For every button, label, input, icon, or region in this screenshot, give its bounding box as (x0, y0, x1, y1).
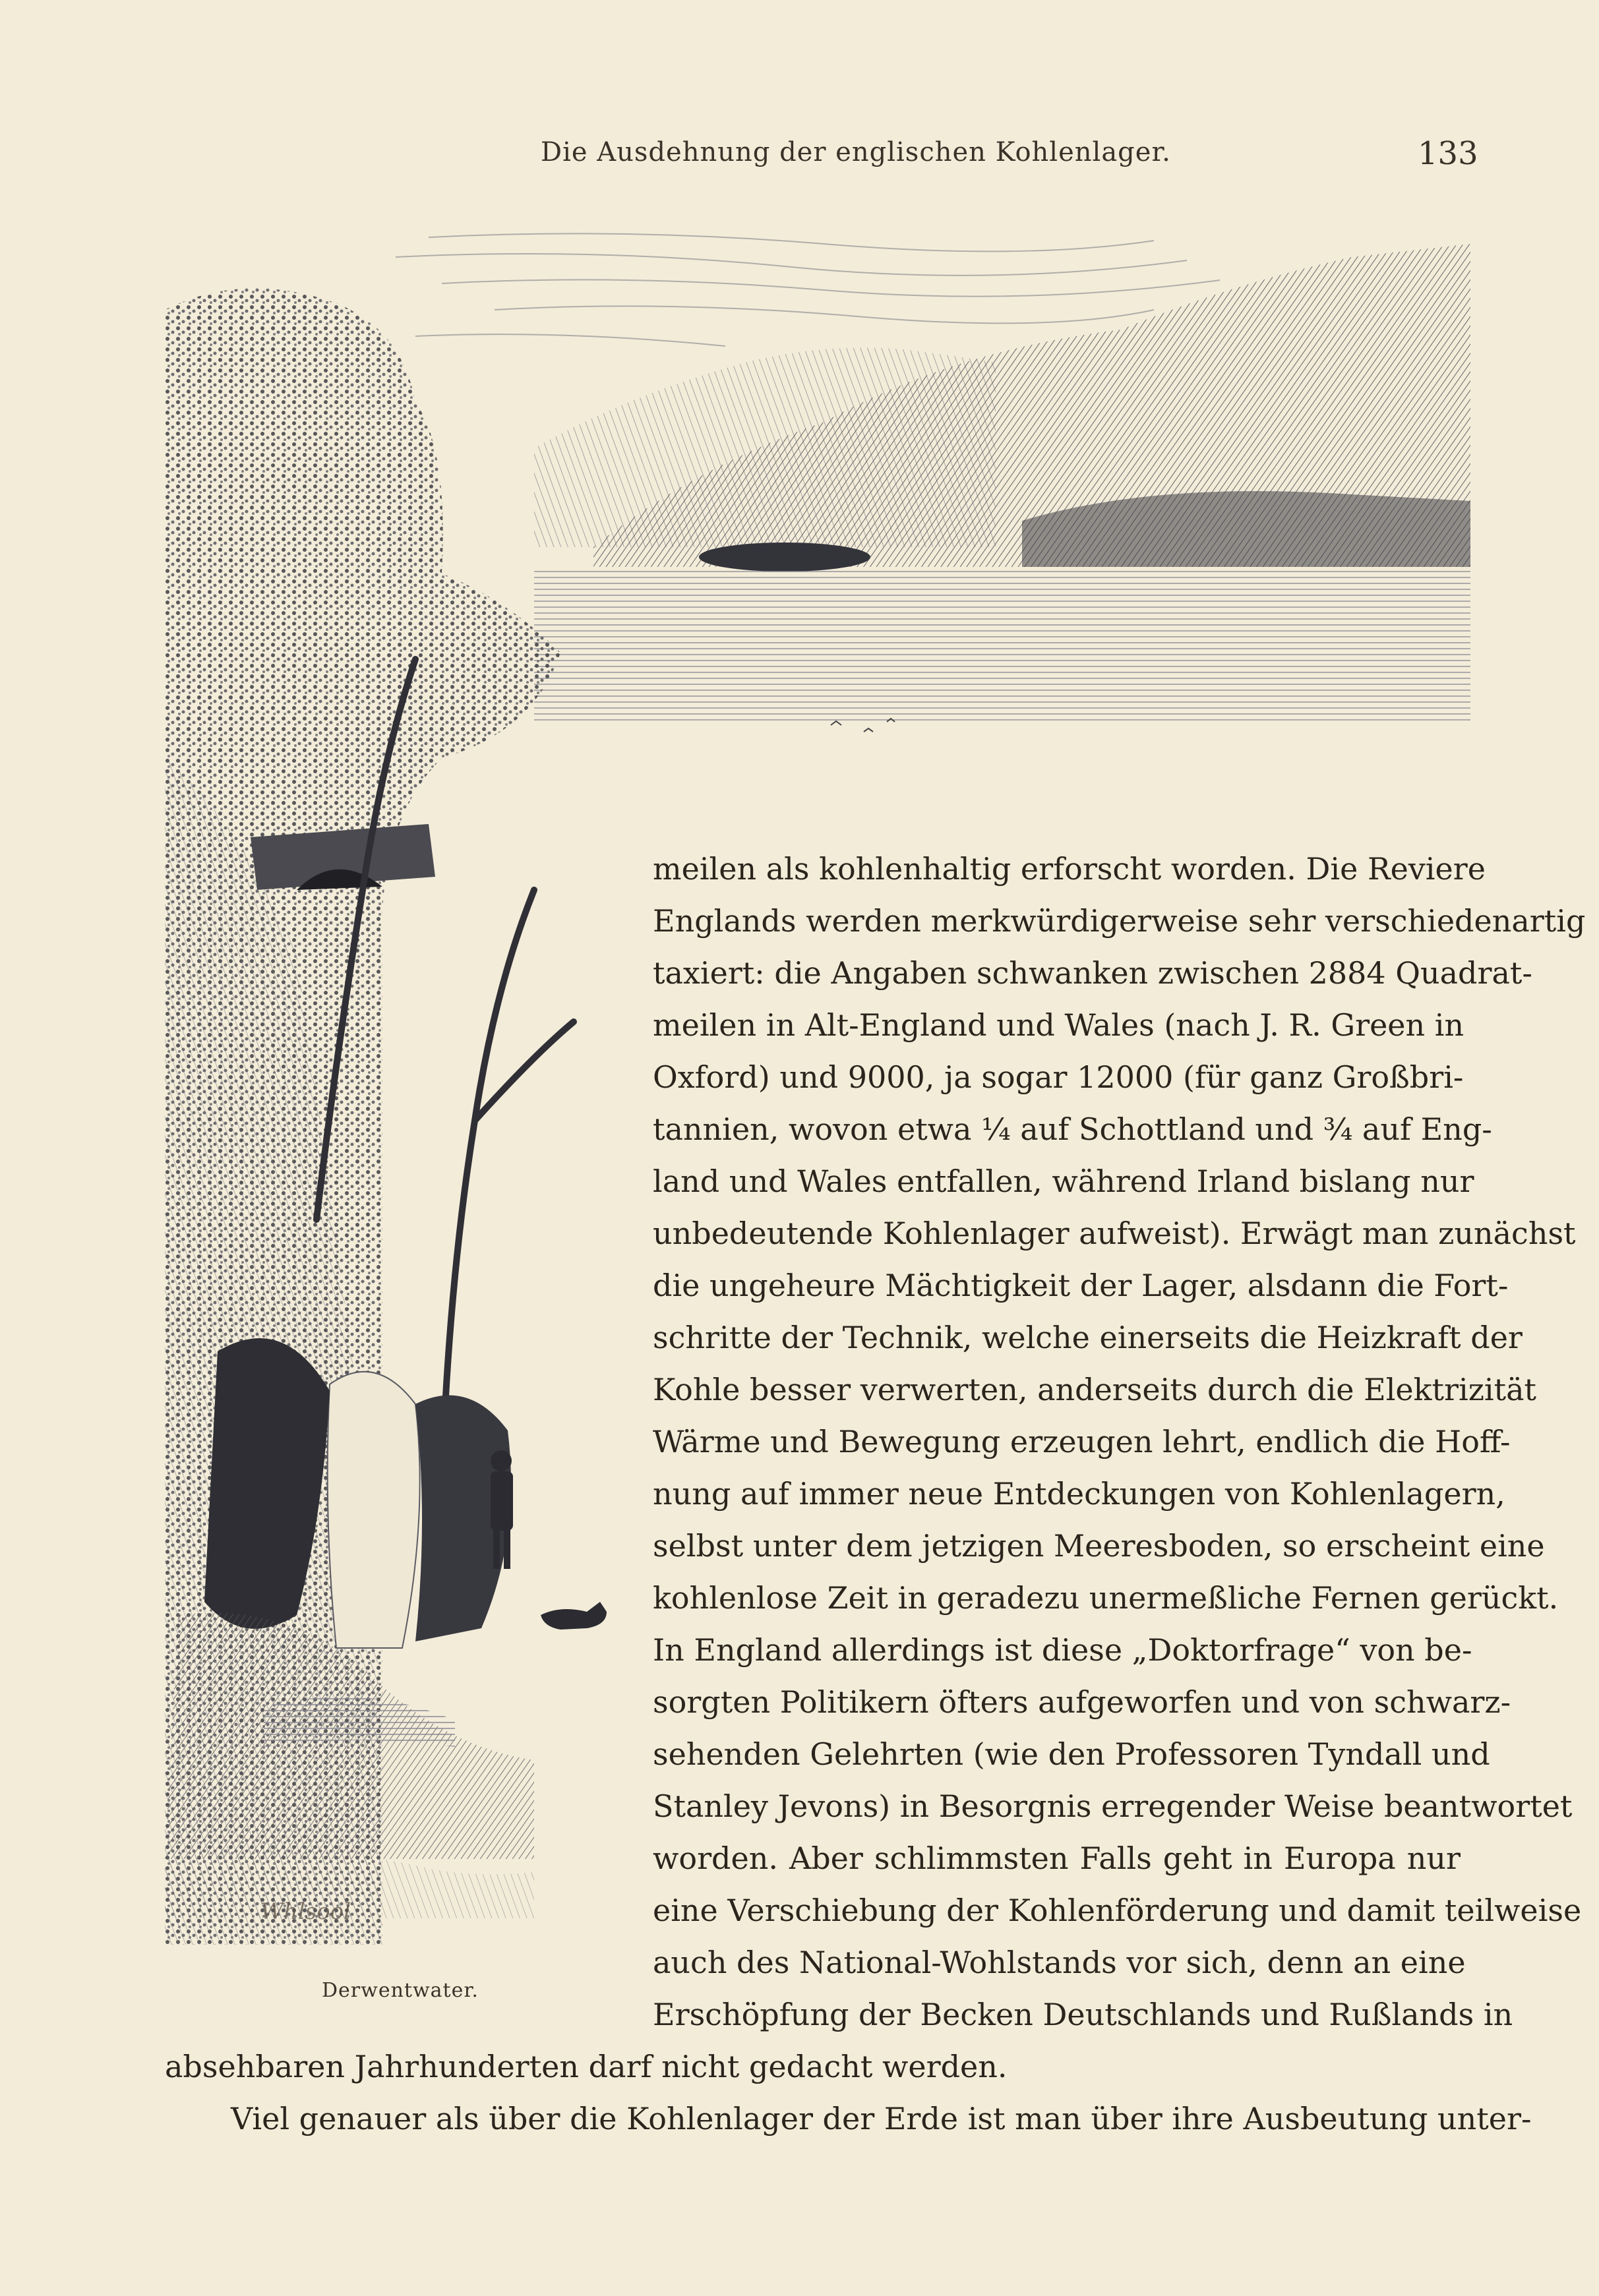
body-line: nung auf immer neue Entdeckungen von Kohlenlagern, (653, 1476, 1505, 1512)
body-line: Kohle besser verwerten, anderseits durch die Elektrizität (653, 1372, 1537, 1407)
page-number: 133 (1418, 135, 1478, 172)
body-line: kohlenlose Zeit in geradezu unermeßliche Fernen gerückt. (653, 1580, 1559, 1616)
body-line: meilen in Alt-England und Wales (nach J. R. Green in (653, 1007, 1464, 1043)
body-line: schritte der Technik, welche einerseits die Heizkraft der (653, 1320, 1523, 1355)
body-line: land und Wales entfallen, während Irland bislang nur (653, 1163, 1474, 1199)
body-line: In England allerdings ist diese „Doktorfrage“ von be- (653, 1632, 1472, 1668)
body-line: absehbaren Jahrhunderten darf nicht gedacht werden. (165, 2049, 1008, 2084)
body-line: auch des National-Wohlstands vor sich, denn an eine (653, 1945, 1466, 1980)
body-line: Stanley Jevons) in Besorgnis erregender Weise beantwortet (653, 1788, 1573, 1824)
body-line: sorgten Politikern öfters aufgeworfen und von schwarz- (653, 1684, 1511, 1720)
body-line: sehenden Gelehrten (wie den Professoren Tyndall und (653, 1736, 1490, 1772)
body-line: worden. Aber schlimmsten Falls geht in Europa nur (653, 1840, 1461, 1876)
body-line: die ungeheure Mächtigkeit der Lager, alsdann die Fort- (653, 1268, 1509, 1303)
body-line: Viel genauer als über die Kohlenlager der Erde ist man über ihre Ausbeutung unter- (231, 2101, 1532, 2136)
body-line: eine Verschiebung der Kohlenförderung und damit teilweise (653, 1893, 1582, 1928)
body-line: meilen als kohlenhaltig erforscht worden. Die Reviere (653, 851, 1486, 887)
body-line: selbst unter dem jetzigen Meeresboden, so erscheint eine (653, 1528, 1545, 1564)
body-line: unbedeutende Kohlenlager aufweist). Erwägt man zunächst (653, 1216, 1576, 1251)
body-line: Wärme und Bewegung erzeugen lehrt, endlich die Hoff- (653, 1424, 1511, 1459)
body-line: tannien, wovon etwa ¼ auf Schottland und ¾ auf Eng- (653, 1111, 1492, 1147)
body-line: Oxford) und 9000, ja sogar 12000 (für ganz Großbri- (653, 1059, 1464, 1095)
running-title: Die Ausdehnung der englischen Kohlenlager. (541, 137, 1171, 167)
illustration-caption: Derwentwater. (322, 1979, 479, 2002)
body-line: taxiert: die Angaben schwanken zwischen 2884 Quadrat- (653, 955, 1532, 991)
body-line: Erschöpfung der Becken Deutschlands und Rußlands in (653, 1997, 1513, 2032)
artist-signature: Whlsool (260, 1899, 351, 1925)
body-line: Englands werden merkwürdigerweise sehr verschiedenartig (653, 903, 1586, 939)
